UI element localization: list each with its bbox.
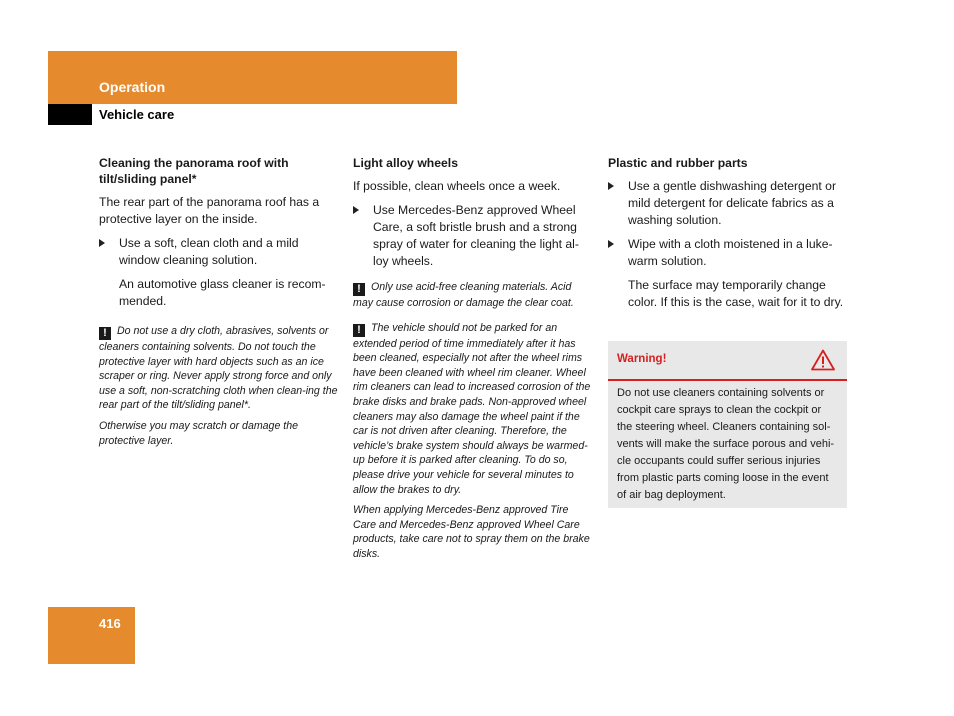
alloy-wheels-caution-acid (353, 280, 593, 311)
bullet-arrow-icon (608, 240, 614, 248)
subsection-title: Vehicle care (99, 107, 175, 122)
list-item (608, 236, 848, 270)
warning-triangle-icon (811, 349, 835, 371)
list-item (608, 178, 848, 229)
warning-text: Do not use cleaners containing solvents or cockpit care sprays to clean the cockpit or the steering wheel. Cleaners containing sol-vents will make the surface porous and vehi-cle occupants could suffer serious injuries from plastic parts coming loose in the event of air bag deployment. (617, 387, 835, 501)
plastic-rubber-sub-note: The surface may temporarily change color. If this is the case, wait for it to dry. (628, 278, 844, 309)
exclamation-icon: ! (99, 327, 111, 340)
panorama-roof-caution (99, 324, 339, 413)
exclamation-icon: ! (353, 283, 365, 296)
warning-header (608, 341, 847, 381)
caution-text: The vehicle should not be parked for an extended period of time immediately after it has been cleaned, especially not after the wheel rims have been cleaned with wheel rim cleaner. Wheel rim cleaners can lead to increased corrosion of the brake disks and brake pads. Non-approved wheel cleaners may also damage the wheel paint if the car is not driven after cleaning. Therefore, the vehicle’s brake system should always be warmed-up before it is parked after cleaning. To do so, please drive your vehicle for several minutes to allow the brakes to dry. (353, 321, 591, 496)
alloy-wheels-heading: Light alloy wheels (353, 156, 458, 170)
alloy-wheels-caution-tire-care: When applying Mercedes-Benz approved Tire Care and Mercedes-Benz approved Wheel Care products, take care not to spray them on the brake disks. (353, 504, 590, 560)
column-alloy-wheels (353, 155, 593, 568)
page-number-box (48, 607, 135, 664)
caution-text: Only use acid-free cleaning materials. Acid may cause corrosion or damage the clear coat. (353, 281, 574, 309)
panorama-roof-caution-followup: Otherwise you may scratch or damage the protective layer. (99, 419, 299, 447)
panorama-roof-heading: Cleaning the panorama roof with tilt/sliding panel* (99, 156, 289, 186)
warning-box (608, 341, 847, 508)
caution-text: Do not use a dry cloth, abrasives, solvents or cleaners containing solvents. Do not touch the protective layer with hard objects such as an ice scraper or ring. Never apply strong force and only use a soft, non-scratching cloth when clean-ing the rear part of the tilt/sliding panel*. (99, 325, 338, 412)
bullet-text: Use a gentle dishwashing detergent or mild detergent for delicate fabrics as a washing solution. (628, 179, 836, 227)
panorama-roof-sub-note: An automotive glass cleaner is recom-mended. (119, 277, 326, 308)
warning-label: Warning! (617, 353, 667, 365)
alloy-wheels-intro: If possible, clean wheels once a week. (353, 179, 561, 193)
bullet-text: Use a soft, clean cloth and a mild window cleaning solution. (119, 236, 299, 267)
header-bar (48, 51, 457, 104)
column-plastic-rubber (608, 155, 848, 318)
bullet-text: Use Mercedes-Benz approved Wheel Care, a soft bristle brush and a strong spray of water for cleaning the light al-loy wheels. (373, 203, 579, 268)
bullet-arrow-icon (608, 182, 614, 190)
bullet-arrow-icon (99, 239, 105, 247)
list-item (353, 202, 593, 270)
section-tab-marker (48, 104, 92, 125)
list-item (99, 235, 339, 269)
alloy-wheels-caution-parking (353, 321, 593, 498)
bullet-text: Wipe with a cloth moistened in a luke-warm solution. (628, 237, 833, 268)
plastic-rubber-heading: Plastic and rubber parts (608, 156, 748, 170)
bullet-arrow-icon (353, 206, 359, 214)
panorama-roof-intro: The rear part of the panorama roof has a protective layer on the inside. (99, 195, 320, 226)
page-number: 416 (99, 616, 121, 631)
exclamation-icon: ! (353, 324, 365, 337)
section-title: Operation (99, 79, 166, 95)
column-panorama-roof (99, 155, 339, 454)
